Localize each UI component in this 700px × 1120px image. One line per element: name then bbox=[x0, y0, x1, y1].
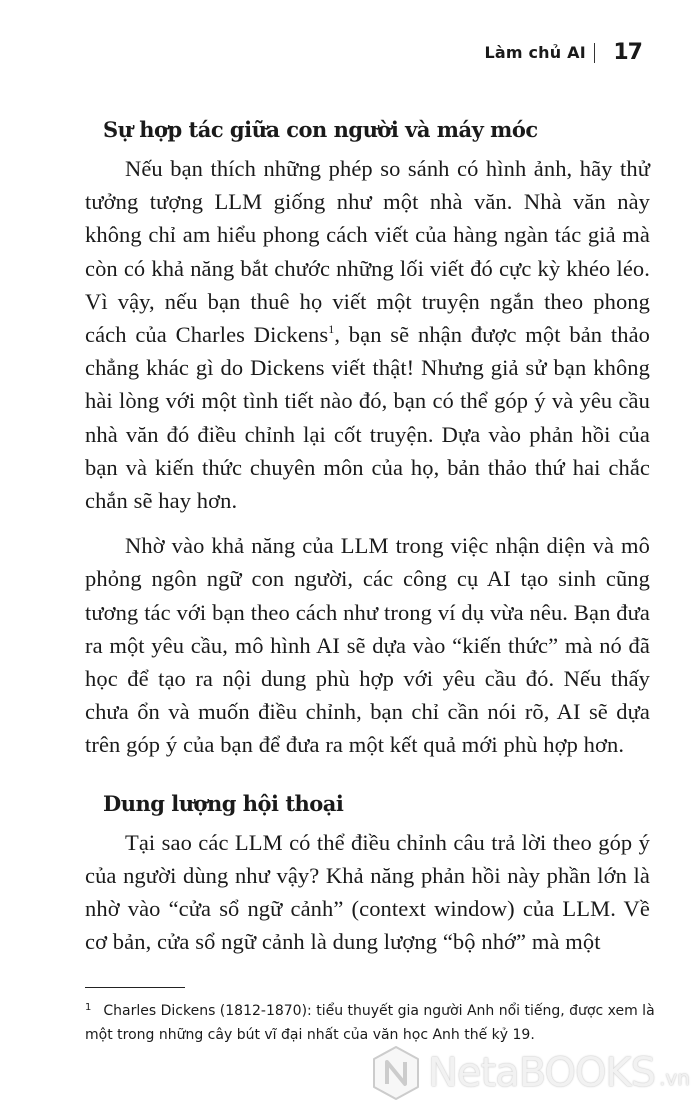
section-heading-collaboration: Sự hợp tác giữa con người và máy móc bbox=[103, 117, 538, 142]
paragraph-text: Nếu bạn thích những phép so sánh có hình ảnh, hãy thử tưởng tượng LLM giống như một nhà văn. Nhà văn này không chỉ am hiểu phong cách viết của hàng ngàn tác giả mà còn có khả năng bắt chước những lối viết đó cực kỳ khéo léo. Vì vậy, nếu bạn thuê họ viết một truyện ngắn theo phong cách của Charles Dickens bbox=[85, 156, 650, 348]
footnote-reference[interactable]: 1 bbox=[328, 322, 335, 337]
footnote-text: Charles Dickens (1812-1870): tiểu thuyết gia người Anh nổi tiếng, được xem là một trong những cây bút vĩ đại nhất của văn học Anh thế kỷ 19. bbox=[85, 1003, 655, 1043]
running-head bbox=[484, 40, 642, 65]
footnote-divider bbox=[85, 987, 185, 988]
header-divider bbox=[594, 43, 596, 63]
book-title: Làm chủ AI bbox=[484, 43, 586, 62]
paragraph bbox=[85, 152, 650, 517]
footnote-mark: 1 bbox=[85, 1002, 92, 1013]
paragraph: Tại sao các LLM có thể điều chỉnh câu trả lời theo góp ý của người dùng như vậy? Khả năng phản hồi này phần lớn là nhờ vào “cửa sổ ngữ cảnh” (context window) của LLM. Về cơ bản, cửa sổ ngữ cảnh là dung lượng “bộ nhớ” mà một bbox=[85, 829, 650, 955]
footnote bbox=[85, 996, 665, 1047]
page-number: 17 bbox=[613, 40, 642, 65]
watermark-tld: .vn bbox=[659, 1066, 690, 1090]
watermark bbox=[370, 1044, 690, 1102]
watermark-brand: NetaBOOKS bbox=[428, 1050, 656, 1096]
netabooks-hexagon-logo-icon bbox=[370, 1044, 422, 1102]
page-body bbox=[85, 110, 650, 958]
section-heading-conversation-capacity: Dung lượng hội thoại bbox=[103, 790, 344, 816]
paragraph: Nhờ vào khả năng của LLM trong việc nhận diện và mô phỏng ngôn ngữ con người, các công cụ AI tạo sinh cũng tương tác với bạn theo cách như trong ví dụ vừa nêu. Bạn đưa ra một yêu cầu, mô hình AI sẽ dựa vào “kiến thức” mà nó đã học để tạo ra nội dung phù hợp với yêu cầu đó. Nếu thấy chưa ổn và muốn điều chỉnh, bạn chỉ cần nói rõ, AI sẽ dựa trên góp ý của bạn để đưa ra một kết quả mới phù hợp hơn. bbox=[85, 533, 650, 758]
paragraph-text: , bạn sẽ nhận được một bản thảo chẳng khác gì do Dickens viết thật! Nhưng giả sử bạn không hài lòng với một tình tiết nào đó, bạn có thể góp ý và yêu cầu nhà văn đó điều chỉnh lại cốt truyện. Dựa vào phản hồi của bạn và kiến thức chuyên môn của họ, bản thảo thứ hai chắc chắn sẽ hay hơn. bbox=[85, 322, 651, 514]
